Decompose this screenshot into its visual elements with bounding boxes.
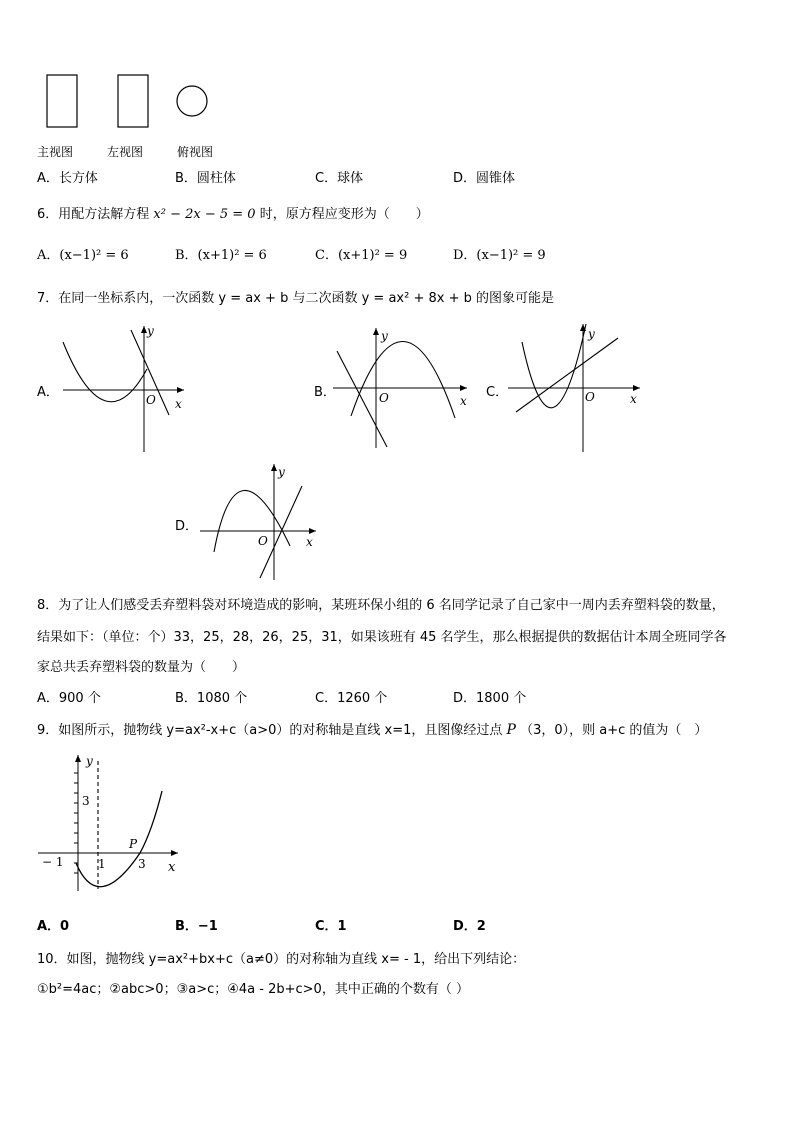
q7-stem: 7．在同一坐标系内，一次函数 y = ax + b 与二次函数 y = ax² + 8x + b 的图象可能是	[37, 291, 554, 306]
q9-point-label: P	[506, 722, 516, 738]
x-tick-1: 1	[98, 857, 106, 871]
line-c	[516, 338, 618, 412]
front-view-rect	[47, 75, 77, 127]
q7-graph-c	[508, 322, 644, 454]
q7-option-a[interactable]: A．	[37, 385, 59, 400]
side-view-rect	[118, 75, 148, 127]
q7-graph-a	[58, 322, 188, 454]
q6-stem	[37, 203, 429, 222]
q7-option-b[interactable]: B．	[314, 385, 336, 400]
top-view-label: 俯视图	[177, 145, 214, 159]
q9-stem-tail: （3，0），则 a+c 的值为（ ）	[520, 723, 708, 738]
y-label: y	[86, 754, 93, 768]
x-label: x	[168, 860, 176, 875]
side-view-label: 左视图	[107, 145, 144, 159]
q7-graph-d	[198, 462, 320, 582]
line-d	[260, 486, 302, 578]
q9-option-c[interactable]: C．1	[315, 919, 347, 934]
q6-option-a[interactable]: A．(x−1)² = 6	[37, 248, 129, 263]
x-label: x	[175, 397, 182, 411]
x-label: x	[306, 535, 313, 549]
q6-option-c[interactable]: C．(x+1)² = 9	[315, 248, 408, 263]
front-view-label: 主视图	[37, 145, 74, 159]
q6-option-d[interactable]: D．(x−1)² = 9	[453, 248, 546, 263]
q7-graph-b	[333, 326, 473, 450]
origin-label: O	[585, 390, 595, 404]
q7-option-c[interactable]: C．	[486, 385, 509, 400]
q9-stem-text: 9．如图所示，抛物线 y=ax²-x+c（a>0）的对称轴是直线 x=1，且图像经过点	[37, 723, 503, 738]
y-label: y	[588, 327, 595, 341]
y-label: y	[147, 324, 154, 338]
q8-option-b[interactable]: B．1080 个	[175, 691, 248, 706]
q6-equation: x² − 2x − 5 = 0	[153, 207, 256, 222]
point-p-label: P	[129, 837, 138, 851]
q5-option-a[interactable]: A．长方体	[37, 171, 98, 186]
x-label: x	[460, 394, 467, 408]
origin-label: O	[146, 393, 156, 407]
x-tick-3: 3	[138, 857, 146, 871]
q6-stem-text: 6．用配方法解方程	[37, 207, 150, 222]
top-view-circle	[177, 86, 207, 116]
parabola-a	[63, 342, 147, 402]
parabola-c	[522, 324, 586, 408]
q9-stem	[37, 719, 707, 738]
origin-label: O	[379, 391, 389, 405]
q8-line3: 家总共丢弃塑料袋的数量为（ ）	[37, 660, 246, 675]
x-tick-neg1: − 1	[42, 855, 64, 869]
q5-option-c[interactable]: C．球体	[315, 171, 364, 186]
q7-option-d[interactable]: D．	[175, 519, 199, 534]
q9-option-a[interactable]: A．0	[37, 919, 70, 934]
q6-option-b[interactable]: B．(x+1)² = 6	[175, 248, 267, 263]
y-label: y	[381, 329, 388, 343]
y-label: y	[278, 465, 285, 479]
origin-label: O	[258, 534, 268, 548]
q9-option-d[interactable]: D．2	[453, 919, 486, 934]
q8-line2: 结果如下：（单位：个）33，25，28，26，25，31，如果该班有 45 名学生，那么根据提供的数据估计本周全班同学各	[37, 630, 727, 645]
q10-line2: ①b²=4ac；②abc>0；③a>c；④4a - 2b+c>0，其中正确的个数有（ ）	[37, 982, 469, 997]
q6-stem-tail: 时，原方程应变形为（ ）	[259, 207, 429, 222]
parabola-b	[351, 341, 455, 418]
q8-option-a[interactable]: A．900 个	[37, 691, 101, 706]
q9-option-b[interactable]: B．−1	[175, 919, 218, 934]
q8-option-c[interactable]: C．1260 个	[315, 691, 388, 706]
q5-option-b[interactable]: B．圆柱体	[175, 171, 236, 186]
q9-graph	[36, 753, 182, 893]
parabola-d	[214, 490, 290, 552]
q8-option-d[interactable]: D．1800 个	[453, 691, 527, 706]
x-label: x	[630, 392, 637, 406]
q8-line1: 8．为了让人们感受丢弃塑料袋对环境造成的影响，某班环保小组的 6 名同学记录了自己家中一周内丢弃塑料袋的数量，	[37, 598, 725, 613]
q10-line1: 10．如图，抛物线 y=ax²+bx+c（a≠0）的对称轴为直线 x= - 1，给出下列结论：	[37, 952, 526, 967]
q5-option-d[interactable]: D．圆锥体	[453, 171, 516, 186]
y-tick-3: 3	[82, 794, 90, 808]
three-view-drawing	[30, 70, 230, 140]
